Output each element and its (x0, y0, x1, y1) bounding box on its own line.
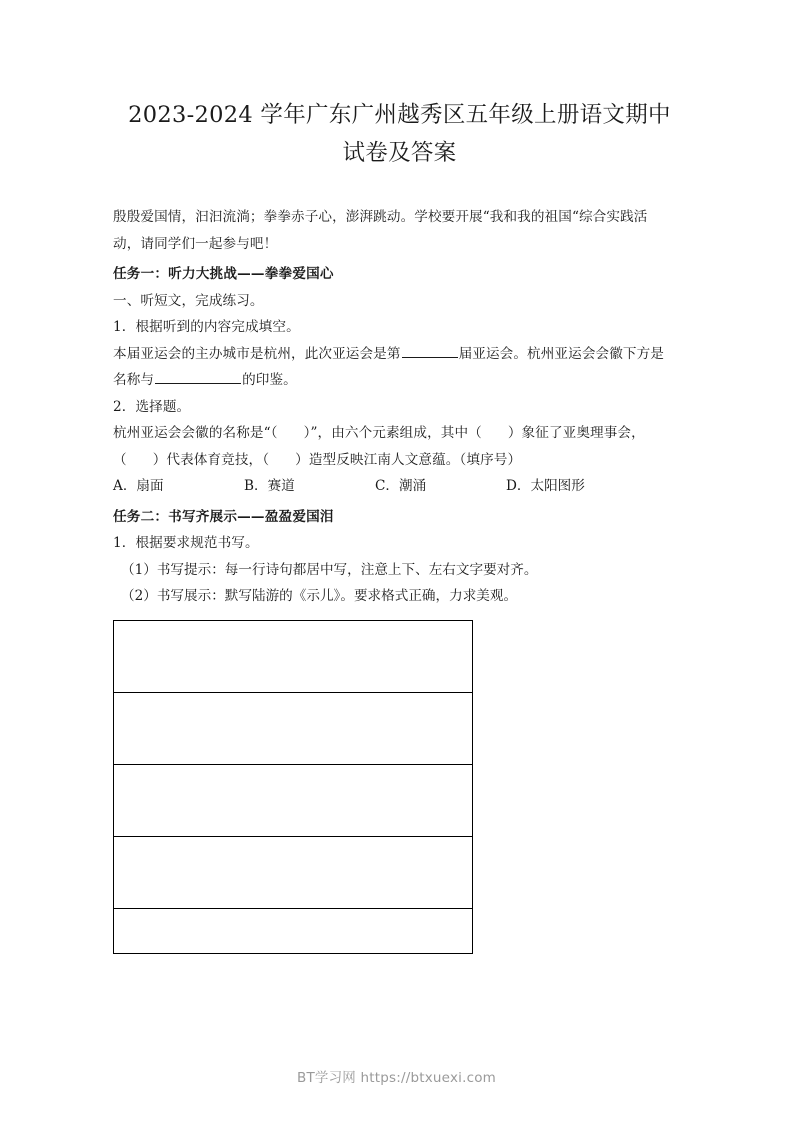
writing-grid-body (114, 620, 473, 953)
q2-text-part-b: ）”，由六个元素组成，其中（ (303, 425, 482, 441)
task-one-question-2-label: 2．选择题。 (113, 398, 191, 415)
writing-cell[interactable] (114, 836, 473, 908)
q2-text-part-a: 杭州亚运会会徽的名称是“（ (113, 425, 278, 441)
answer-option-c[interactable]: C．潮涌 (375, 478, 427, 494)
q2-text-part-d: （ (113, 451, 127, 468)
q1-text-part-d: 的印鉴。 (242, 372, 297, 388)
task-one-question-1-text (113, 341, 681, 368)
q1-text-part-b: 届亚运会。杭州亚运会会徽下方是 (458, 345, 664, 362)
intro-paragraph-line-1: 殷殷爱国情，汩汩流淌；拳拳赤子心，澎湃跳动。学校要开展“我和我的祖国“综合实践活 (113, 209, 648, 225)
table-row[interactable] (114, 908, 473, 953)
task-two-item-1: （1）书写提示：每一行诗句都居中写，注意上下、左右文字要对齐。 (121, 561, 538, 578)
task-one-question-2-text (113, 420, 681, 447)
table-row[interactable] (114, 620, 473, 692)
writing-grid-table (113, 620, 473, 954)
fill-blank-1[interactable] (402, 342, 458, 358)
page-title: 2023-2024 学年广东广州越秀区五年级上册语文期中试卷及答案 (128, 102, 671, 166)
q2-text-part-c: ）象征了亚奥理事会， (507, 425, 645, 441)
table-row[interactable] (114, 836, 473, 908)
fill-blank-2[interactable] (155, 368, 241, 384)
writing-cell[interactable] (114, 692, 473, 764)
intro-paragraph-line-2: 动，请同学们一起参与吧！ (113, 235, 278, 252)
table-row[interactable] (114, 692, 473, 764)
writing-cell[interactable] (114, 764, 473, 836)
footer-watermark: BT学习网 https://btxuexi.com (296, 1070, 497, 1086)
task-two-heading: 任务二：书写齐展示——盈盈爱国泪 (113, 508, 334, 525)
writing-cell[interactable] (114, 908, 473, 953)
task-one-section-label: 一、听短文，完成练习。 (113, 292, 264, 309)
writing-cell[interactable] (114, 620, 473, 692)
table-row[interactable] (114, 764, 473, 836)
q1-text-part-c: 名称与 (113, 372, 155, 388)
task-one-heading: 任务一：听力大挑战——拳拳爱国心 (113, 266, 334, 282)
document-body (0, 204, 793, 954)
answer-option-d[interactable]: D．太阳图形 (506, 478, 585, 494)
q2-text-part-f: ）造型反映江南人文意蕴。（填序号） (295, 451, 522, 468)
q2-text-part-e: ）代表体育竞技，（ (152, 451, 270, 468)
answer-option-b[interactable]: B．赛道 (244, 478, 295, 494)
task-one-question-2-text-cont (113, 447, 681, 474)
q1-text-part-a: 本届亚运会的主办城市是杭州，此次亚运会是第 (113, 345, 401, 362)
task-one-question-1-label: 1．根据听到的内容完成填空。 (113, 319, 300, 335)
task-two-question-1-label: 1．根据要求规范书写。 (113, 535, 259, 551)
task-two-item-2: （2）书写展示：默写陆游的《示儿》。要求格式正确，力求美观。 (121, 588, 518, 604)
answer-option-a[interactable]: A．扇面 (113, 478, 164, 494)
task-one-question-1-text-cont (113, 367, 681, 394)
answer-options-row (113, 473, 681, 500)
